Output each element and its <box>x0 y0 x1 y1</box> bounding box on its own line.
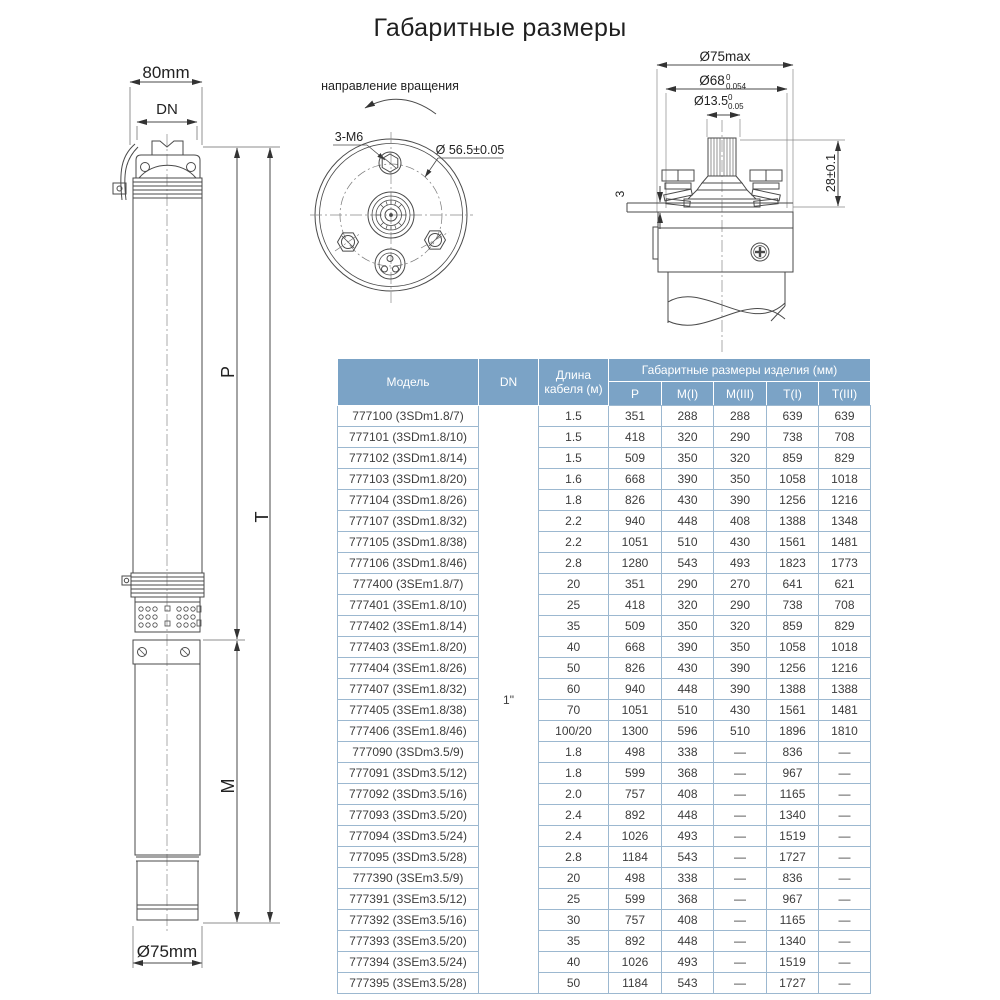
value-cell: — <box>819 952 871 973</box>
value-cell: 1.5 <box>539 448 609 469</box>
value-cell: 738 <box>767 427 819 448</box>
value-cell: — <box>819 868 871 889</box>
value-cell: 1018 <box>819 469 871 490</box>
value-cell: 1810 <box>819 721 871 742</box>
table-row <box>338 973 871 994</box>
value-cell: 390 <box>714 658 767 679</box>
dia-68-label: Ø68 <box>699 73 725 88</box>
table-row <box>338 553 871 574</box>
value-cell: 1348 <box>819 511 871 532</box>
rotation-direction-label: направление вращения <box>321 79 459 93</box>
value-cell: 1256 <box>767 658 819 679</box>
model-cell: 777100 (3SDm1.8/7) <box>338 406 479 427</box>
value-cell: 757 <box>609 910 662 931</box>
value-cell: 639 <box>819 406 871 427</box>
value-cell: 1.5 <box>539 406 609 427</box>
value-cell: 599 <box>609 763 662 784</box>
value-cell: 668 <box>609 469 662 490</box>
value-cell: 320 <box>714 448 767 469</box>
value-cell: 408 <box>662 784 714 805</box>
value-cell: 892 <box>609 805 662 826</box>
value-cell: 2.4 <box>539 826 609 847</box>
table-row <box>338 490 871 511</box>
value-cell: — <box>714 952 767 973</box>
model-cell: 777390 (3SEm3.5/9) <box>338 868 479 889</box>
value-cell: 940 <box>609 511 662 532</box>
value-cell: — <box>819 889 871 910</box>
value-cell: 50 <box>539 973 609 994</box>
value-cell: 25 <box>539 889 609 910</box>
model-cell: 777405 (3SEm1.8/38) <box>338 700 479 721</box>
table-row <box>338 679 871 700</box>
col-header-cable-length: Длина кабеля (м) <box>539 359 609 406</box>
value-cell: 826 <box>609 658 662 679</box>
value-cell: 826 <box>609 490 662 511</box>
value-cell: 757 <box>609 784 662 805</box>
value-cell: 2.4 <box>539 805 609 826</box>
value-cell: — <box>714 868 767 889</box>
value-cell: 493 <box>662 826 714 847</box>
value-cell: 1561 <box>767 700 819 721</box>
col-header-t1: T(I) <box>767 382 819 406</box>
value-cell: 859 <box>767 448 819 469</box>
value-cell: — <box>714 763 767 784</box>
value-cell: 25 <box>539 595 609 616</box>
value-cell: 290 <box>714 427 767 448</box>
value-cell: 1184 <box>609 847 662 868</box>
value-cell: 510 <box>662 700 714 721</box>
value-cell: 290 <box>714 595 767 616</box>
model-cell: 777395 (3SEm3.5/28) <box>338 973 479 994</box>
value-cell: 498 <box>609 868 662 889</box>
value-cell: 430 <box>714 532 767 553</box>
value-cell: 350 <box>662 448 714 469</box>
value-cell: 390 <box>662 469 714 490</box>
table-row <box>338 427 871 448</box>
dia-135-tolerance-sup: 0 <box>728 93 733 102</box>
value-cell: 390 <box>662 637 714 658</box>
value-cell: 1388 <box>819 679 871 700</box>
dn-merged-cell: 1" <box>479 406 539 994</box>
pump-flange-top-view-drawing <box>305 60 505 330</box>
dim-28-label: 28±0.1 <box>824 153 838 193</box>
value-cell: 1058 <box>767 469 819 490</box>
table-row <box>338 868 871 889</box>
col-header-p: P <box>609 382 662 406</box>
table-row <box>338 763 871 784</box>
col-header-t3: T(III) <box>819 382 871 406</box>
bolt-pattern-label: 3-M6 <box>334 130 364 144</box>
value-cell: — <box>714 889 767 910</box>
value-cell: 418 <box>609 427 662 448</box>
model-cell: 777394 (3SEm3.5/24) <box>338 952 479 973</box>
col-header-model: Модель <box>338 359 479 406</box>
value-cell: 448 <box>662 805 714 826</box>
pump-side-view-drawing <box>95 50 295 1000</box>
value-cell: 639 <box>767 406 819 427</box>
table-row <box>338 931 871 952</box>
value-cell: 290 <box>662 574 714 595</box>
model-cell: 777400 (3SEm1.8/7) <box>338 574 479 595</box>
value-cell: — <box>714 784 767 805</box>
value-cell: 2.2 <box>539 532 609 553</box>
value-cell: 543 <box>662 553 714 574</box>
model-cell: 777104 (3SDm1.8/26) <box>338 490 479 511</box>
value-cell: 35 <box>539 931 609 952</box>
value-cell: 2.8 <box>539 847 609 868</box>
value-cell: 350 <box>714 469 767 490</box>
table-row <box>338 532 871 553</box>
value-cell: 621 <box>819 574 871 595</box>
value-cell: 1519 <box>767 952 819 973</box>
table-row <box>338 847 871 868</box>
value-cell: 408 <box>662 910 714 931</box>
dim-label-d75mm: Ø75mm <box>136 942 198 961</box>
model-cell: 777393 (3SEm3.5/20) <box>338 931 479 952</box>
col-header-m1: M(I) <box>662 382 714 406</box>
value-cell: 270 <box>714 574 767 595</box>
value-cell: 1256 <box>767 490 819 511</box>
table-row <box>338 826 871 847</box>
table-row <box>338 637 871 658</box>
model-cell: 777107 (3SDm1.8/32) <box>338 511 479 532</box>
table-row <box>338 595 871 616</box>
value-cell: 708 <box>819 595 871 616</box>
value-cell: 390 <box>714 679 767 700</box>
value-cell: 708 <box>819 427 871 448</box>
table-row <box>338 448 871 469</box>
value-cell: 1388 <box>767 679 819 700</box>
value-cell: — <box>819 931 871 952</box>
model-cell: 777093 (3SDm3.5/20) <box>338 805 479 826</box>
table-row <box>338 511 871 532</box>
value-cell: 20 <box>539 868 609 889</box>
model-cell: 777106 (3SDm1.8/46) <box>338 553 479 574</box>
model-cell: 777101 (3SDm1.8/10) <box>338 427 479 448</box>
dim-label-t: T <box>252 511 272 523</box>
model-cell: 777102 (3SDm1.8/14) <box>338 448 479 469</box>
value-cell: — <box>819 784 871 805</box>
value-cell: — <box>819 973 871 994</box>
value-cell: 1340 <box>767 931 819 952</box>
value-cell: 829 <box>819 448 871 469</box>
value-cell: 641 <box>767 574 819 595</box>
model-cell: 777094 (3SDm3.5/24) <box>338 826 479 847</box>
value-cell: 430 <box>662 658 714 679</box>
value-cell: 60 <box>539 679 609 700</box>
value-cell: 320 <box>662 427 714 448</box>
value-cell: 35 <box>539 616 609 637</box>
value-cell: 2.8 <box>539 553 609 574</box>
value-cell: 509 <box>609 448 662 469</box>
model-cell: 777406 (3SEm1.8/46) <box>338 721 479 742</box>
value-cell: 1823 <box>767 553 819 574</box>
table-row <box>338 910 871 931</box>
value-cell: 1280 <box>609 553 662 574</box>
value-cell: 368 <box>662 763 714 784</box>
value-cell: 1.5 <box>539 427 609 448</box>
value-cell: 320 <box>662 595 714 616</box>
value-cell: — <box>714 931 767 952</box>
dia-75max-label: Ø75max <box>699 49 751 64</box>
value-cell: 1165 <box>767 910 819 931</box>
value-cell: 1026 <box>609 952 662 973</box>
value-cell: — <box>714 973 767 994</box>
model-cell: 777105 (3SDm1.8/38) <box>338 532 479 553</box>
value-cell: 350 <box>714 637 767 658</box>
value-cell: 30 <box>539 910 609 931</box>
value-cell: 1481 <box>819 700 871 721</box>
dia-135-tolerance-sub: 0.05 <box>728 102 744 111</box>
value-cell: 40 <box>539 637 609 658</box>
table-row <box>338 952 871 973</box>
value-cell: 836 <box>767 742 819 763</box>
value-cell: 430 <box>714 700 767 721</box>
value-cell: 510 <box>714 721 767 742</box>
value-cell: — <box>714 826 767 847</box>
value-cell: 2.2 <box>539 511 609 532</box>
dia-135-label: Ø13.5 <box>693 94 729 108</box>
dim-label-m: M <box>218 778 238 794</box>
value-cell: 320 <box>714 616 767 637</box>
value-cell: 70 <box>539 700 609 721</box>
value-cell: 1388 <box>767 511 819 532</box>
value-cell: 1300 <box>609 721 662 742</box>
value-cell: 498 <box>609 742 662 763</box>
dimensions-table <box>337 358 871 994</box>
value-cell: 448 <box>662 679 714 700</box>
value-cell: 1.8 <box>539 763 609 784</box>
value-cell: 668 <box>609 637 662 658</box>
bolt-circle-diameter-label: Ø 56.5±0.05 <box>435 143 505 157</box>
value-cell: 1896 <box>767 721 819 742</box>
table-row <box>338 721 871 742</box>
value-cell: 448 <box>662 511 714 532</box>
value-cell: 408 <box>714 511 767 532</box>
value-cell: — <box>819 847 871 868</box>
table-row <box>338 658 871 679</box>
value-cell: 2.0 <box>539 784 609 805</box>
value-cell: 1018 <box>819 637 871 658</box>
value-cell: 1026 <box>609 826 662 847</box>
page-title: Габаритные размеры <box>373 14 627 42</box>
value-cell: 390 <box>714 490 767 511</box>
value-cell: 1.8 <box>539 490 609 511</box>
value-cell: 829 <box>819 616 871 637</box>
value-cell: — <box>714 847 767 868</box>
value-cell: — <box>714 805 767 826</box>
col-header-dn: DN <box>479 359 539 406</box>
value-cell: 967 <box>767 889 819 910</box>
col-header-group-dimensions: Габаритные размеры изделия (мм) <box>609 359 871 382</box>
value-cell: 40 <box>539 952 609 973</box>
value-cell: 940 <box>609 679 662 700</box>
value-cell: 1184 <box>609 973 662 994</box>
model-cell: 777095 (3SDm3.5/28) <box>338 847 479 868</box>
dim-label-dn: DN <box>156 101 178 118</box>
value-cell: — <box>714 742 767 763</box>
model-cell: 777091 (3SDm3.5/12) <box>338 763 479 784</box>
model-cell: 777103 (3SDm1.8/20) <box>338 469 479 490</box>
model-cell: 777392 (3SEm3.5/16) <box>338 910 479 931</box>
value-cell: 1.6 <box>539 469 609 490</box>
dia-68-tolerance-sub: 0.054 <box>726 82 747 91</box>
dim-label-80mm: 80mm <box>142 63 190 82</box>
model-cell: 777403 (3SEm1.8/20) <box>338 637 479 658</box>
value-cell: 836 <box>767 868 819 889</box>
value-cell: 430 <box>662 490 714 511</box>
value-cell: 892 <box>609 931 662 952</box>
model-cell: 777391 (3SEm3.5/12) <box>338 889 479 910</box>
value-cell: 1481 <box>819 532 871 553</box>
value-cell: 1773 <box>819 553 871 574</box>
value-cell: 338 <box>662 868 714 889</box>
value-cell: 510 <box>662 532 714 553</box>
table-row <box>338 805 871 826</box>
value-cell: 1058 <box>767 637 819 658</box>
value-cell: 599 <box>609 889 662 910</box>
dia-68-tolerance-sup: 0 <box>726 73 731 82</box>
value-cell: 596 <box>662 721 714 742</box>
model-cell: 777092 (3SDm3.5/16) <box>338 784 479 805</box>
value-cell: 1216 <box>819 658 871 679</box>
value-cell: 1340 <box>767 805 819 826</box>
dim-3-label: 3 <box>613 190 627 198</box>
model-cell: 777402 (3SEm1.8/14) <box>338 616 479 637</box>
model-cell: 777090 (3SDm3.5/9) <box>338 742 479 763</box>
value-cell: 50 <box>539 658 609 679</box>
value-cell: 509 <box>609 616 662 637</box>
value-cell: 1727 <box>767 973 819 994</box>
value-cell: — <box>819 742 871 763</box>
col-header-m3: M(III) <box>714 382 767 406</box>
value-cell: 738 <box>767 595 819 616</box>
value-cell: 1165 <box>767 784 819 805</box>
value-cell: 493 <box>714 553 767 574</box>
table-row <box>338 889 871 910</box>
table-row <box>338 574 871 595</box>
value-cell: 100/20 <box>539 721 609 742</box>
value-cell: — <box>819 763 871 784</box>
value-cell: 1051 <box>609 532 662 553</box>
value-cell: 351 <box>609 574 662 595</box>
table-body <box>338 406 871 994</box>
model-cell: 777407 (3SEm1.8/32) <box>338 679 479 700</box>
value-cell: 493 <box>662 952 714 973</box>
value-cell: 1051 <box>609 700 662 721</box>
value-cell: 338 <box>662 742 714 763</box>
value-cell: — <box>714 910 767 931</box>
table-row <box>338 784 871 805</box>
value-cell: 1561 <box>767 532 819 553</box>
table-row <box>338 406 871 427</box>
value-cell: 543 <box>662 973 714 994</box>
value-cell: — <box>819 805 871 826</box>
table-row <box>338 700 871 721</box>
value-cell: — <box>819 910 871 931</box>
value-cell: 368 <box>662 889 714 910</box>
value-cell: 859 <box>767 616 819 637</box>
dim-label-p: P <box>218 365 238 379</box>
model-cell: 777404 (3SEm1.8/26) <box>338 658 479 679</box>
value-cell: 967 <box>767 763 819 784</box>
value-cell: — <box>819 826 871 847</box>
table-row <box>338 742 871 763</box>
value-cell: 418 <box>609 595 662 616</box>
value-cell: 1.8 <box>539 742 609 763</box>
table-row <box>338 469 871 490</box>
value-cell: 288 <box>662 406 714 427</box>
value-cell: 350 <box>662 616 714 637</box>
value-cell: 1216 <box>819 490 871 511</box>
value-cell: 448 <box>662 931 714 952</box>
value-cell: 543 <box>662 847 714 868</box>
table-row <box>338 616 871 637</box>
value-cell: 351 <box>609 406 662 427</box>
value-cell: 288 <box>714 406 767 427</box>
model-cell: 777401 (3SEm1.8/10) <box>338 595 479 616</box>
value-cell: 20 <box>539 574 609 595</box>
value-cell: 1727 <box>767 847 819 868</box>
value-cell: 1519 <box>767 826 819 847</box>
